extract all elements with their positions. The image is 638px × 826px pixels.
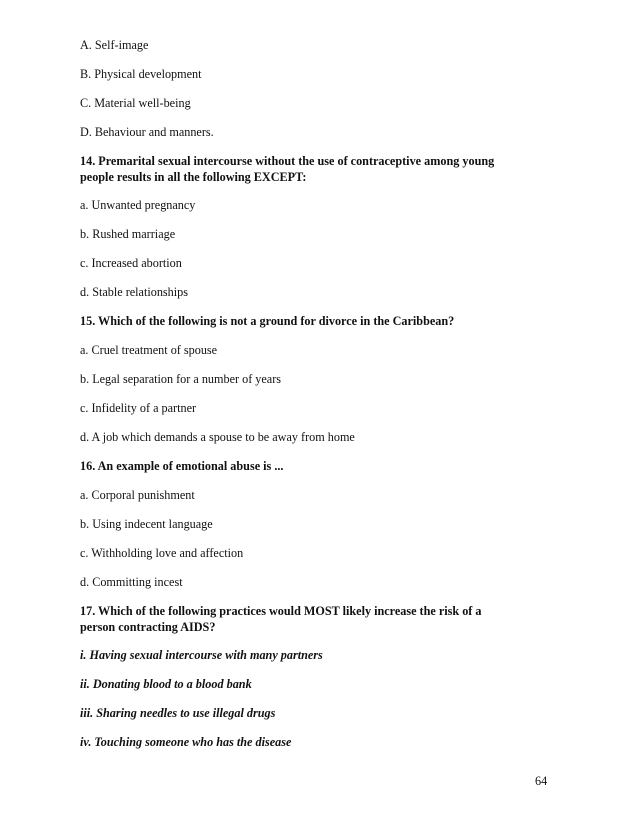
option-a-self-image: A. Self-image (80, 38, 149, 52)
q14-option-a: a. Unwanted pregnancy (80, 198, 196, 212)
q15-option-a: a. Cruel treatment of spouse (80, 343, 218, 357)
question-14-line-1: 14. Premarital sexual intercourse without the use of contraceptive among young (80, 154, 495, 168)
q16-option-a: a. Corporal punishment (80, 488, 195, 502)
question-17-line-2: person contracting AIDS? (80, 620, 216, 634)
option-d-behaviour-and-manners: D. Behaviour and manners. (80, 125, 214, 139)
q15-option-d: d. A job which demands a spouse to be away from home (80, 430, 355, 444)
option-b-physical-development: B. Physical development (80, 67, 202, 81)
q15-option-c: c. Infidelity of a partner (80, 401, 197, 415)
q14-option-b: b. Rushed marriage (80, 227, 176, 241)
question-16: 16. An example of emotional abuse is ... (80, 459, 284, 473)
q16-option-c: c. Withholding love and affection (80, 546, 244, 560)
page-number: 64 (535, 774, 548, 788)
question-14-line-2: people results in all the following EXCEPT: (80, 170, 307, 184)
q17-option-iii: iii. Sharing needles to use illegal drugs (80, 706, 276, 720)
q17-option-ii: ii. Donating blood to a blood bank (80, 677, 252, 691)
question-15: 15. Which of the following is not a ground for divorce in the Caribbean? (80, 314, 455, 328)
q14-option-d: d. Stable relationships (80, 285, 188, 299)
q17-option-iv: iv. Touching someone who has the disease (80, 735, 292, 749)
q16-option-b: b. Using indecent language (80, 517, 213, 531)
q14-option-c: c. Increased abortion (80, 256, 182, 270)
q16-option-d: d. Committing incest (80, 575, 183, 589)
question-17-line-1: 17. Which of the following practices would MOST likely increase the risk of a (80, 604, 482, 618)
option-c-material-well-being: C. Material well-being (80, 96, 191, 110)
q17-option-i: i. Having sexual intercourse with many partners (80, 648, 323, 662)
q15-option-b: b. Legal separation for a number of years (80, 372, 282, 386)
